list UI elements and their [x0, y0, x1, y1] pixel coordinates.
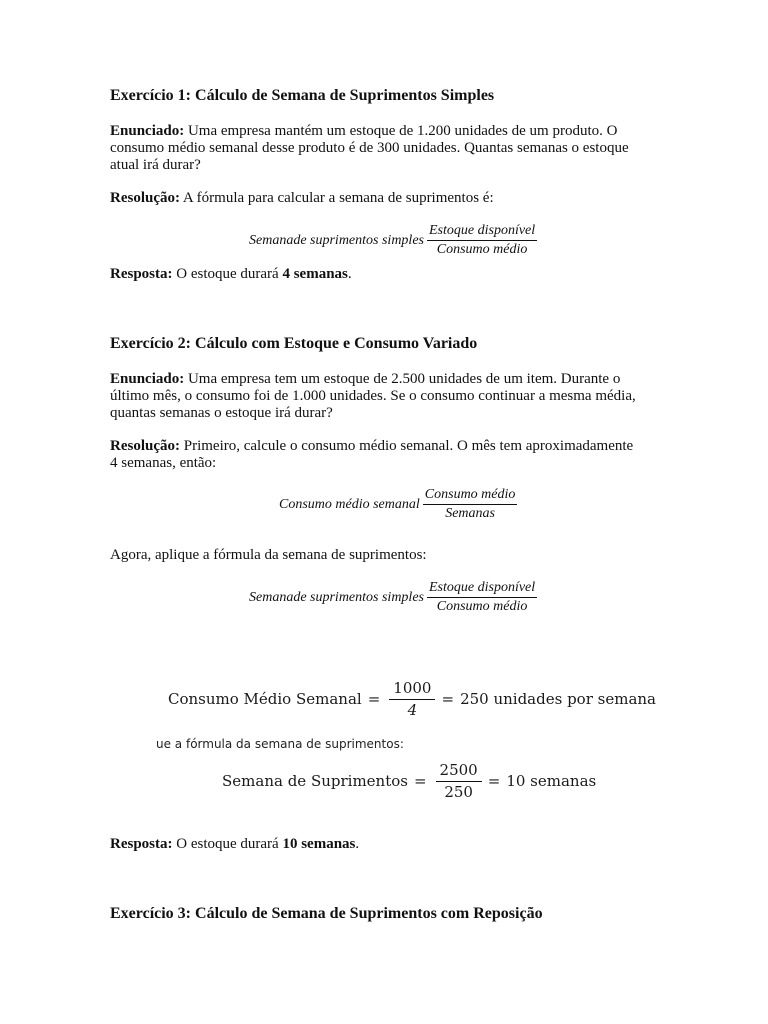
formula-weeks-of-supply-1	[249, 223, 537, 258]
apply-formula-sentence: Agora, aplique a fórmula da semana de suprimentos:	[110, 547, 427, 563]
math-result: 250 unidades por semana	[460, 690, 656, 708]
resolution-text-line2: 4 semanas, então:	[110, 455, 217, 471]
math-result: 10 semanas	[506, 772, 597, 790]
answer-value: 4 semanas	[282, 266, 348, 282]
statement-text-line1: Uma empresa tem um estoque de 2.500 unidades de um item. Durante o	[184, 371, 621, 387]
resolution-label: Resolução:	[110, 190, 180, 206]
formula-weekly-average-consumption	[279, 487, 517, 522]
math-denominator: 4	[407, 701, 418, 719]
document-page	[110, 0, 670, 1024]
formula-denominator: Consumo médio	[436, 599, 528, 614]
answer-text: O estoque durará	[172, 266, 283, 282]
exercise-2-resolution	[110, 438, 660, 472]
answer-value: 10 semanas	[282, 836, 356, 852]
formula-denominator: Consumo médio	[436, 242, 528, 257]
statement-text-line2: último mês, o consumo foi de 1.000 unidades. Se o consumo continuar a mesma média,	[110, 388, 636, 404]
formula-fraction	[423, 487, 518, 522]
answer-label: Resposta:	[110, 266, 173, 282]
statement-text-line3: atual irá durar?	[110, 157, 201, 173]
statement-label: Enunciado:	[110, 371, 185, 387]
formula-denominator: Semanas	[445, 506, 495, 521]
formula-numerator: Estoque disponível	[427, 223, 537, 241]
exercise-1-resolution	[110, 190, 660, 207]
formula-weeks-of-supply-2	[249, 580, 537, 615]
formula-lhs: Consumo médio semanal	[279, 497, 420, 512]
math-lhs: Consumo Médio Semanal	[168, 690, 362, 708]
formula-lhs: Semanade suprimentos simples	[249, 233, 424, 248]
exercise-1-title: Exercício 1: Cálculo de Semana de Suprimentos Simples	[110, 87, 495, 104]
answer-text: O estoque durará	[172, 836, 283, 852]
answer-period: .	[355, 836, 360, 852]
apply-formula-text	[110, 547, 660, 564]
statement-label: Enunciado:	[110, 123, 185, 139]
equals-sign: =	[487, 772, 501, 790]
math-denominator: 250	[444, 783, 473, 801]
exercise-2-answer	[110, 836, 660, 853]
math-fraction	[389, 680, 435, 719]
answer-period: .	[347, 266, 352, 282]
resolution-text-line1: Primeiro, calcule o consumo médio semanal. O mês tem aproximadamente	[180, 438, 634, 454]
math-numerator: 2500	[436, 762, 482, 782]
math-lhs: Semana de Suprimentos	[222, 772, 408, 790]
statement-text-line3: quantas semanas o estoque irá durar?	[110, 405, 333, 421]
math-numerator: 1000	[389, 680, 435, 700]
equals-sign: =	[367, 690, 381, 708]
equals-sign: =	[413, 772, 427, 790]
exercise-3-title: Exercício 3: Cálculo de Semana de Suprimentos com Reposição	[110, 905, 543, 922]
exercise-1-answer	[110, 266, 660, 283]
formula-numerator: Consumo médio	[423, 487, 518, 505]
statement-text-line2: consumo médio semanal desse produto é de 300 unidades. Quantas semanas o estoque	[110, 140, 629, 156]
equals-sign: =	[441, 690, 455, 708]
formula-fraction	[427, 223, 537, 258]
math-fraction	[436, 762, 482, 801]
answer-label: Resposta:	[110, 836, 173, 852]
formula-lhs: Semanade suprimentos simples	[249, 590, 424, 605]
math-weeks-of-supply-calculation	[222, 762, 596, 801]
formula-numerator: Estoque disponível	[427, 580, 537, 598]
pasted-text-snippet: ue a fórmula da semana de suprimentos:	[156, 737, 404, 751]
math-weekly-consumption-calculation	[168, 680, 656, 719]
formula-fraction	[427, 580, 537, 615]
statement-text-line1: Uma empresa mantém um estoque de 1.200 unidades de um produto. O	[184, 123, 618, 139]
exercise-2-statement	[110, 371, 660, 422]
resolution-text: A fórmula para calcular a semana de suprimentos é:	[180, 190, 494, 206]
exercise-2-title: Exercício 2: Cálculo com Estoque e Consumo Variado	[110, 335, 478, 352]
exercise-1-statement	[110, 123, 660, 174]
resolution-label: Resolução:	[110, 438, 180, 454]
